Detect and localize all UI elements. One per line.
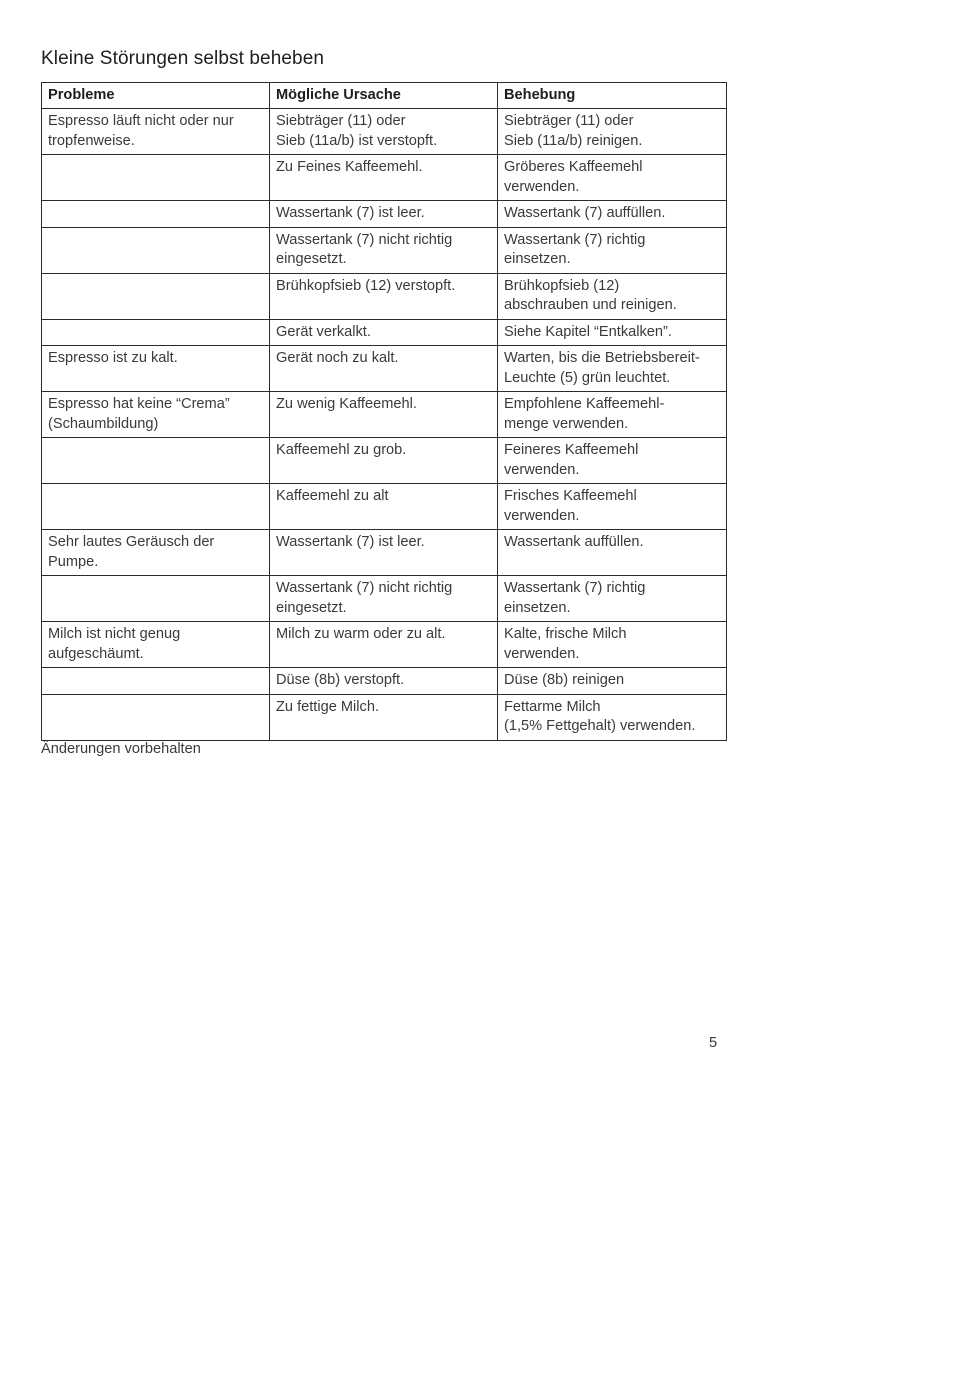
disclaimer-note: Änderungen vorbehalten: [41, 741, 201, 757]
table-row: [42, 227, 727, 273]
cause-cell: Düse (8b) verstopft.: [270, 668, 498, 694]
cause-cell: Kaffeemehl zu alt: [270, 484, 498, 530]
problem-cell: Espresso läuft nicht oder nur tropfenweise.: [42, 109, 270, 155]
cause-cell: Brühkopfsieb (12) verstopft.: [270, 273, 498, 319]
remedy-cell: Wassertank (7) auffüllen.: [498, 201, 727, 227]
cause-cell: Wassertank (7) ist leer.: [270, 530, 498, 576]
remedy-cell: Feineres Kaffeemehl verwenden.: [498, 438, 727, 484]
header-remedy: Behebung: [498, 83, 727, 109]
remedy-cell: Empfohlene Kaffeemehl- menge verwenden.: [498, 392, 727, 438]
cause-cell: Zu fettige Milch.: [270, 694, 498, 740]
header-problems: Probleme: [42, 83, 270, 109]
cause-cell: Gerät noch zu kalt.: [270, 346, 498, 392]
remedy-cell: Brühkopfsieb (12) abschrauben und reinigen.: [498, 273, 727, 319]
remedy-cell: Fettarme Milch (1,5% Fettgehalt) verwenden.: [498, 694, 727, 740]
remedy-cell: Frisches Kaffeemehl verwenden.: [498, 484, 727, 530]
table-row: [42, 109, 727, 155]
remedy-cell: Düse (8b) reinigen: [498, 668, 727, 694]
table-header-row: [42, 83, 727, 109]
problem-cell: [42, 694, 270, 740]
table-row: [42, 530, 727, 576]
problem-cell: [42, 227, 270, 273]
problem-cell: [42, 668, 270, 694]
remedy-cell: Warten, bis die Betriebsbereit- Leuchte (5) grün leuchtet.: [498, 346, 727, 392]
cause-cell: Gerät verkalkt.: [270, 319, 498, 345]
cause-cell: Kaffeemehl zu grob.: [270, 438, 498, 484]
table-row: [42, 484, 727, 530]
cause-cell: Zu Feines Kaffeemehl.: [270, 155, 498, 201]
table-row: [42, 319, 727, 345]
page-number: 5: [709, 1035, 718, 1051]
remedy-cell: Wassertank (7) richtig einsetzen.: [498, 227, 727, 273]
problem-cell: [42, 484, 270, 530]
troubleshooting-table: [41, 82, 727, 741]
table-body: [42, 109, 727, 740]
cause-cell: Milch zu warm oder zu alt.: [270, 622, 498, 668]
cause-cell: Siebträger (11) oder Sieb (11a/b) ist verstopft.: [270, 109, 498, 155]
problem-cell: Sehr lautes Geräusch der Pumpe.: [42, 530, 270, 576]
remedy-cell: Wassertank (7) richtig einsetzen.: [498, 576, 727, 622]
table-row: [42, 576, 727, 622]
problem-cell: Espresso hat keine “Crema” (Schaumbildung): [42, 392, 270, 438]
remedy-cell: Gröberes Kaffeemehl verwenden.: [498, 155, 727, 201]
page-title: Kleine Störungen selbst beheben: [41, 48, 325, 69]
cause-cell: Wassertank (7) ist leer.: [270, 201, 498, 227]
table-row: [42, 694, 727, 740]
table-row: [42, 668, 727, 694]
cause-cell: Wassertank (7) nicht richtig eingesetzt.: [270, 576, 498, 622]
problem-cell: Milch ist nicht genug aufgeschäumt.: [42, 622, 270, 668]
problem-cell: [42, 438, 270, 484]
table-row: [42, 392, 727, 438]
remedy-cell: Siehe Kapitel “Entkalken”.: [498, 319, 727, 345]
header-possible-cause: Mögliche Ursache: [270, 83, 498, 109]
remedy-cell: Kalte, frische Milch verwenden.: [498, 622, 727, 668]
table-row: [42, 155, 727, 201]
problem-cell: [42, 576, 270, 622]
problem-cell: [42, 155, 270, 201]
remedy-cell: Wassertank auffüllen.: [498, 530, 727, 576]
table-row: [42, 622, 727, 668]
cause-cell: Wassertank (7) nicht richtig eingesetzt.: [270, 227, 498, 273]
table-row: [42, 438, 727, 484]
problem-cell: [42, 201, 270, 227]
remedy-cell: Siebträger (11) oder Sieb (11a/b) reinigen.: [498, 109, 727, 155]
table-row: [42, 273, 727, 319]
table-row: [42, 346, 727, 392]
table-row: [42, 201, 727, 227]
cause-cell: Zu wenig Kaffeemehl.: [270, 392, 498, 438]
problem-cell: Espresso ist zu kalt.: [42, 346, 270, 392]
problem-cell: [42, 319, 270, 345]
problem-cell: [42, 273, 270, 319]
